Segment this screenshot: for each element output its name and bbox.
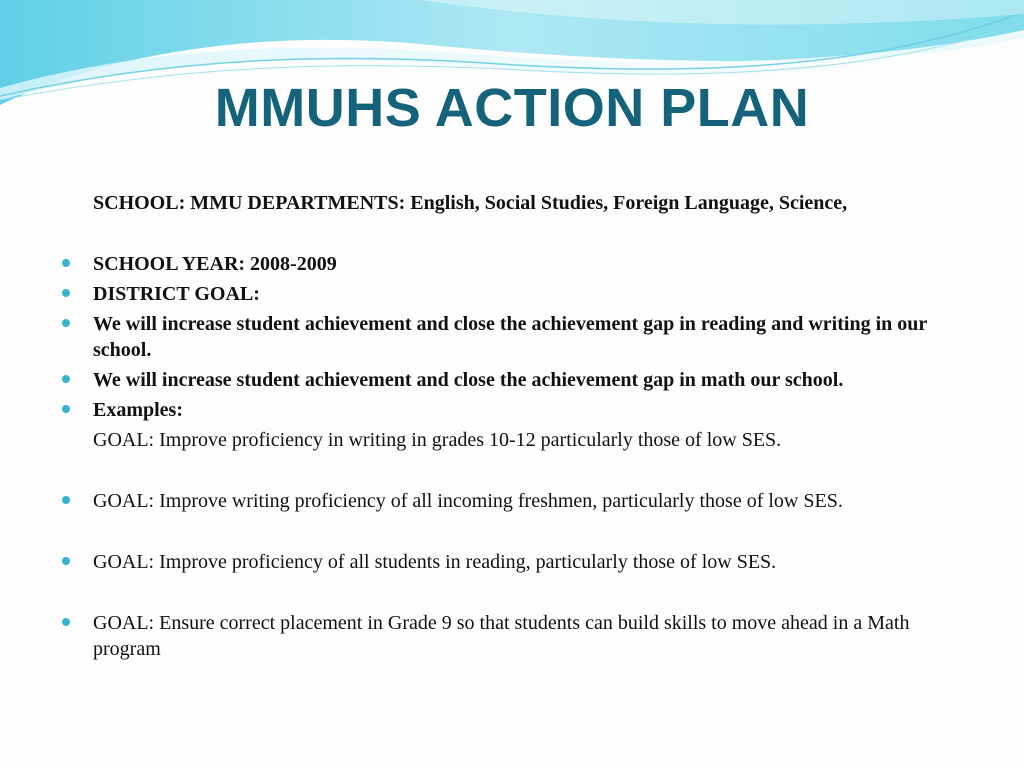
- bullet-item: [62, 488, 962, 514]
- paragraph-text: We will increase student achievement and close the achievement gap in math our school.: [93, 369, 844, 391]
- round-bullet-icon: [62, 496, 70, 504]
- round-bullet-icon: [62, 557, 70, 565]
- round-bullet-icon: [62, 319, 70, 327]
- round-bullet-icon: [62, 618, 70, 626]
- bullet-item: [62, 549, 962, 575]
- paragraph-text: DISTRICT GOAL:: [93, 283, 260, 305]
- paragraph-text: GOAL: Improve proficiency in writing in grades 10-12 particularly those of low SES.: [93, 429, 782, 451]
- round-bullet-icon: [62, 375, 70, 383]
- goal-line: [62, 427, 962, 453]
- paragraph-text: GOAL: Improve writing proficiency of all incoming freshmen, particularly those of low SES.: [93, 490, 843, 512]
- paragraph-text: GOAL: Improve proficiency of all students in reading, particularly those of low SES.: [93, 551, 777, 573]
- bullet-item: [62, 311, 962, 363]
- slide-body: [62, 190, 962, 662]
- paragraph-text: SCHOOL YEAR: 2008-2009: [93, 253, 337, 275]
- slide-title: MMUHS ACTION PLAN: [214, 78, 810, 138]
- paragraph-text: Examples:: [93, 399, 183, 421]
- bullet-item: [62, 367, 962, 393]
- round-bullet-icon: [62, 259, 70, 267]
- departments-line: [62, 190, 962, 216]
- paragraph-text: SCHOOL: MMU DEPARTMENTS: English, Social Studies, Foreign Language, Science,: [93, 192, 848, 214]
- bullet-item: [62, 281, 962, 307]
- bullet-item: [62, 397, 962, 423]
- bullet-item: [62, 610, 962, 662]
- round-bullet-icon: [62, 289, 70, 297]
- paragraph-text: We will increase student achievement and close the achievement gap in reading and writing in our school.: [93, 313, 927, 361]
- bullet-item: [62, 251, 962, 277]
- round-bullet-icon: [62, 405, 70, 413]
- paragraph-text: GOAL: Ensure correct placement in Grade 9 so that students can build skills to move ahead in a Math program: [93, 612, 910, 660]
